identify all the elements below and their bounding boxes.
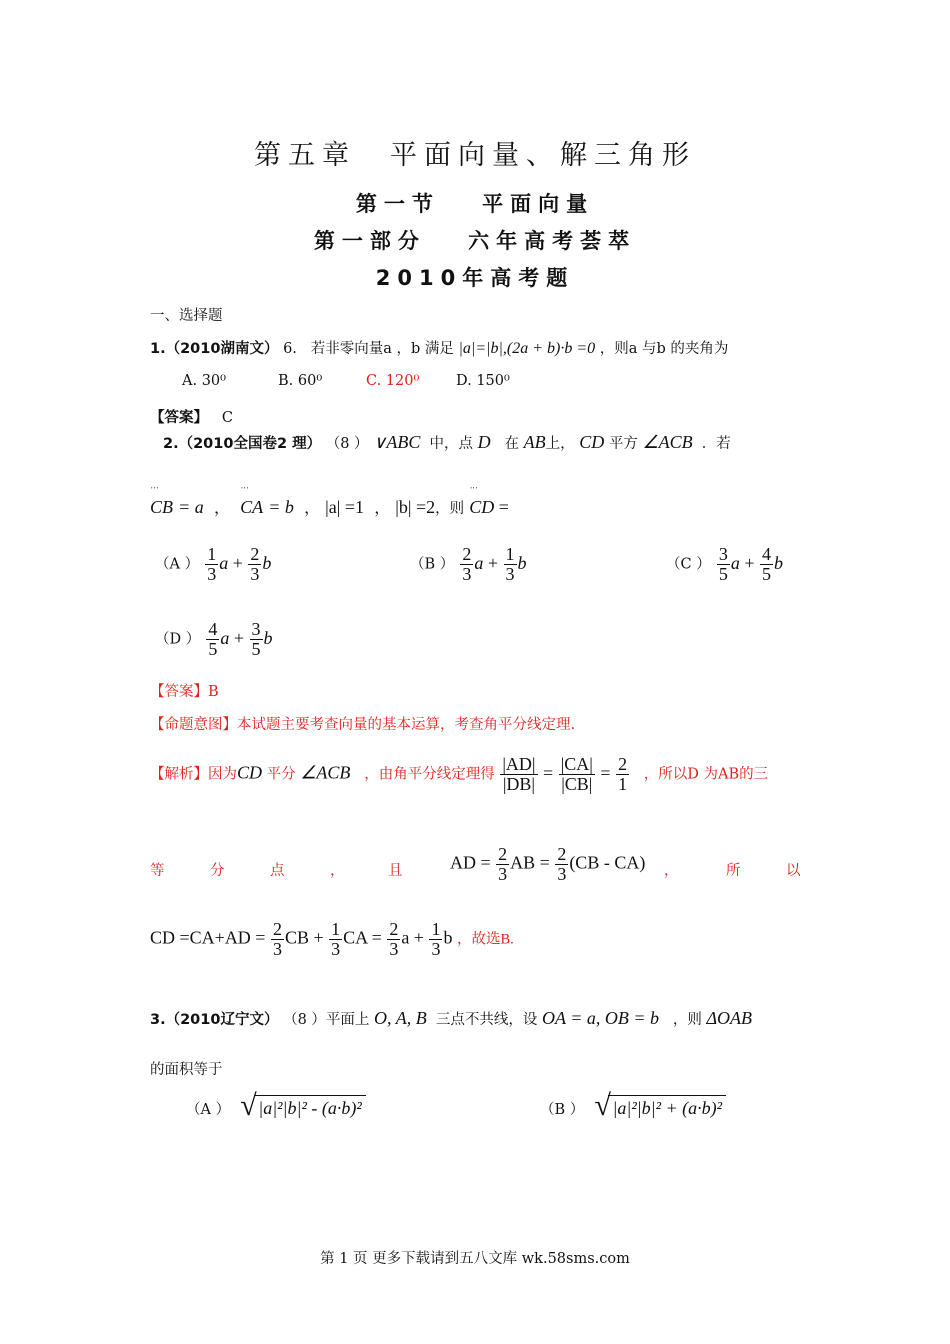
- q3-option-b-label: （B ）: [540, 1102, 585, 1118]
- question-1: [150, 337, 728, 358]
- q2-option-a-label: （A ）: [155, 556, 200, 573]
- q2-triangle: ∨ABC: [373, 432, 421, 452]
- word-2: 分: [210, 863, 225, 879]
- q2-intent: 【命题意图】本试题主要考查向量的基本运算，考查角平分线定理.: [150, 717, 576, 733]
- q2-on: 在: [504, 436, 519, 452]
- q2-vector-ca: ˈˈˈ CA: [240, 497, 263, 518]
- eq-cd-t1: CD =CA+AD =: [150, 927, 266, 948]
- q2-option-c-label: （C ）: [666, 556, 711, 573]
- q2-point-d: D: [477, 432, 491, 452]
- part-title: 第一部分 六年高考荟萃: [313, 229, 637, 253]
- q2-abs-a: |a| =1: [325, 497, 365, 517]
- q1-text-a: 若非零向量a ，b 满足: [310, 341, 454, 357]
- word-7: 所: [726, 863, 741, 879]
- q2-cb-eq: = a: [178, 497, 204, 517]
- q3-triangle: ΔOAB: [706, 1008, 752, 1028]
- frac-num: 2: [250, 544, 260, 564]
- category-heading: 一、选择题: [150, 308, 223, 324]
- q1-number: 6.: [283, 341, 297, 357]
- frac-num: 1: [431, 919, 441, 939]
- q3-t2: 三点不共线，设: [435, 1012, 538, 1028]
- q1-label: 1.（2010湖南文）: [150, 341, 279, 357]
- frac-den: 3: [207, 563, 217, 584]
- q3-eq: OA = a, OB = b: [542, 1008, 659, 1028]
- analysis-angle: ∠ACB: [300, 762, 351, 783]
- frac-num: 1: [505, 544, 515, 564]
- frac-den: 5: [718, 563, 728, 584]
- eq-cd-t4: a +: [401, 927, 424, 948]
- frac-num: 1: [207, 544, 217, 564]
- q2-vector-cb: ˈˈˈ CB: [150, 497, 173, 518]
- q2-label: 2.（2010全国卷2 理）: [163, 436, 322, 452]
- word-6: ，: [664, 863, 679, 879]
- q2-bisect: 平方: [608, 436, 638, 452]
- word-1: 等: [150, 863, 165, 879]
- chapter-title: 第五章 平面向量、解三角形: [254, 140, 696, 171]
- eq-cd-t2: CB +: [284, 927, 324, 948]
- q2-option-b-label: （B ）: [410, 556, 455, 573]
- q1-text-b: ，则a 与b 的夹角为: [599, 341, 729, 357]
- sqrt-b-expr: |a|²|b|² + (a·b)²: [608, 1095, 726, 1119]
- section-title: 第一节 平面向量: [355, 192, 595, 216]
- eq-ad-mid: AB =: [510, 852, 550, 873]
- frac-den: 3: [498, 863, 508, 884]
- q2-ze: ，则: [435, 501, 465, 517]
- page-footer: 第 1 页 更多下载请到五八文库 wk.58sms.com: [320, 1251, 630, 1267]
- q1-option-a: A. 30⁰: [182, 373, 226, 389]
- analysis-label: 【解析】因为: [150, 766, 237, 783]
- frac-num: 2: [272, 919, 282, 939]
- q3-option-a: [186, 1089, 366, 1122]
- word-3: 点: [270, 863, 285, 879]
- q2-angle: ∠ACB: [642, 432, 693, 452]
- analysis-mid: ，由角平分线定理得: [364, 766, 495, 783]
- frac-den: 3: [272, 938, 282, 959]
- q3-t3: ，则: [672, 1012, 702, 1028]
- q2-cd: CD: [579, 432, 605, 452]
- q2-ca-eq: = b: [268, 497, 294, 517]
- frac-den: 3: [505, 563, 515, 584]
- frac-num: 4: [208, 619, 218, 639]
- ratio-num: |AD|: [502, 754, 536, 774]
- q2-ab: AB: [523, 432, 546, 452]
- q2-answer: 【答案】B: [150, 684, 219, 700]
- q2-analysis: 【解析】因为CD 平分 ∠ACB ，由角平分线定理得 $\frac{|AD|}{|DB|}$ = $\frac{|CA|}{|CB|}$ = $\frac{2}{1}$ ，所以D 为AB的三: [150, 754, 769, 794]
- sqrt-a: √ |a|²|b|² - (a·b)²: [240, 1095, 365, 1119]
- word-5: 且: [388, 863, 403, 879]
- eq-cd-t5: b: [443, 927, 453, 948]
- q2-abs-b: |b| =2: [395, 497, 436, 517]
- q2-mid: 中，点: [429, 436, 474, 452]
- q1-option-b: B. 60⁰: [278, 373, 323, 389]
- eq-cd-conclusion: ，故选B.: [456, 931, 514, 948]
- sqrt-b: √ |a|²|b|² + (a·b)²: [594, 1095, 726, 1119]
- q1-option-c: C. 120⁰: [366, 373, 420, 389]
- frac-den: 3: [462, 563, 472, 584]
- q1-answer: [150, 406, 233, 427]
- analysis-end: ，所以D 为AB的三: [643, 766, 769, 783]
- q1-answer-value: C: [221, 410, 233, 426]
- q2-option-b: （B ） $\frac{2}{3}$ a + $\frac{1}{3}$ b: [410, 544, 527, 584]
- frac-den: 3: [389, 938, 399, 959]
- q2-vector-cd: ˈˈˈ CD: [469, 497, 494, 518]
- frac-num: 4: [761, 544, 771, 564]
- q2-option-d-label: （D ）: [155, 631, 201, 648]
- frac-den: 5: [761, 563, 771, 584]
- frac-den: 3: [250, 563, 260, 584]
- eq-ad-lhs: AD =: [450, 852, 491, 873]
- q3-label: 3.（2010辽宁文）: [150, 1012, 279, 1028]
- ratio-num: |CA|: [560, 754, 593, 774]
- q3-t4: 的面积等于: [150, 1062, 223, 1078]
- frac-den: 5: [208, 638, 218, 659]
- analysis-cd: CD: [237, 762, 263, 783]
- q3-t1: 平面上: [325, 1012, 370, 1028]
- frac-num: 2: [462, 544, 472, 564]
- frac-den: 3: [431, 938, 441, 959]
- eq-ad-tail: (CB - CA): [569, 852, 646, 873]
- q2-option-a: （A ） $\frac{1}{3}$ a + $\frac{2}{3}$ b: [155, 544, 272, 584]
- q3-option-a-label: （A ）: [186, 1102, 231, 1118]
- frac-den: 5: [251, 638, 261, 659]
- q3-option-b: [540, 1089, 726, 1122]
- frac-num: 2: [498, 844, 508, 864]
- q2-given: ˈˈˈ CB = a ， ˈˈˈ CA = b ， |a| =1 ， |b| =2，则 ˈˈˈ CD =: [150, 495, 509, 518]
- ratio-den: 1: [618, 773, 628, 794]
- eq-cd: [150, 920, 514, 959]
- q1-condition: |a|=|b|,(2a + b)·b =0: [458, 340, 596, 357]
- frac-num: 1: [331, 919, 341, 939]
- ratio-den: |CB|: [561, 773, 593, 794]
- frac-den: 3: [331, 938, 341, 959]
- q1-answer-label: 【答案】: [150, 410, 208, 426]
- ratio-den: |DB|: [502, 773, 536, 794]
- q2-score: （8 ）: [325, 436, 369, 452]
- question-3: [150, 1008, 752, 1029]
- word-4: ，: [330, 863, 345, 879]
- ratio-num: 2: [618, 754, 628, 774]
- eq-ad: [450, 845, 645, 884]
- q2-ruo: ．若: [701, 436, 731, 452]
- q3-score: （8 ）: [283, 1012, 326, 1028]
- q2-option-c: （C ） $\frac{3}{5}$ a + $\frac{4}{5}$ b: [666, 544, 783, 584]
- q2-above: 上，: [545, 436, 575, 452]
- word-8: 以: [786, 863, 801, 879]
- q1-option-d: D. 150⁰: [456, 373, 510, 389]
- frac-den: 3: [557, 863, 567, 884]
- frac-num: 2: [389, 919, 399, 939]
- question-2: [163, 432, 731, 453]
- year-title: 2010年高考题: [375, 266, 575, 290]
- eq-cd-t3: CA =: [343, 927, 382, 948]
- q3-points: O, A, B: [374, 1008, 427, 1028]
- frac-num: 3: [718, 544, 728, 564]
- q2-option-d: （D ） $\frac{4}{5}$ a + $\frac{3}{5}$ b: [155, 619, 273, 659]
- analysis-bisect: 平分: [266, 766, 296, 783]
- frac-num: 2: [557, 844, 567, 864]
- sqrt-a-expr: |a|²|b|² - (a·b)²: [254, 1095, 365, 1119]
- frac-num: 3: [251, 619, 261, 639]
